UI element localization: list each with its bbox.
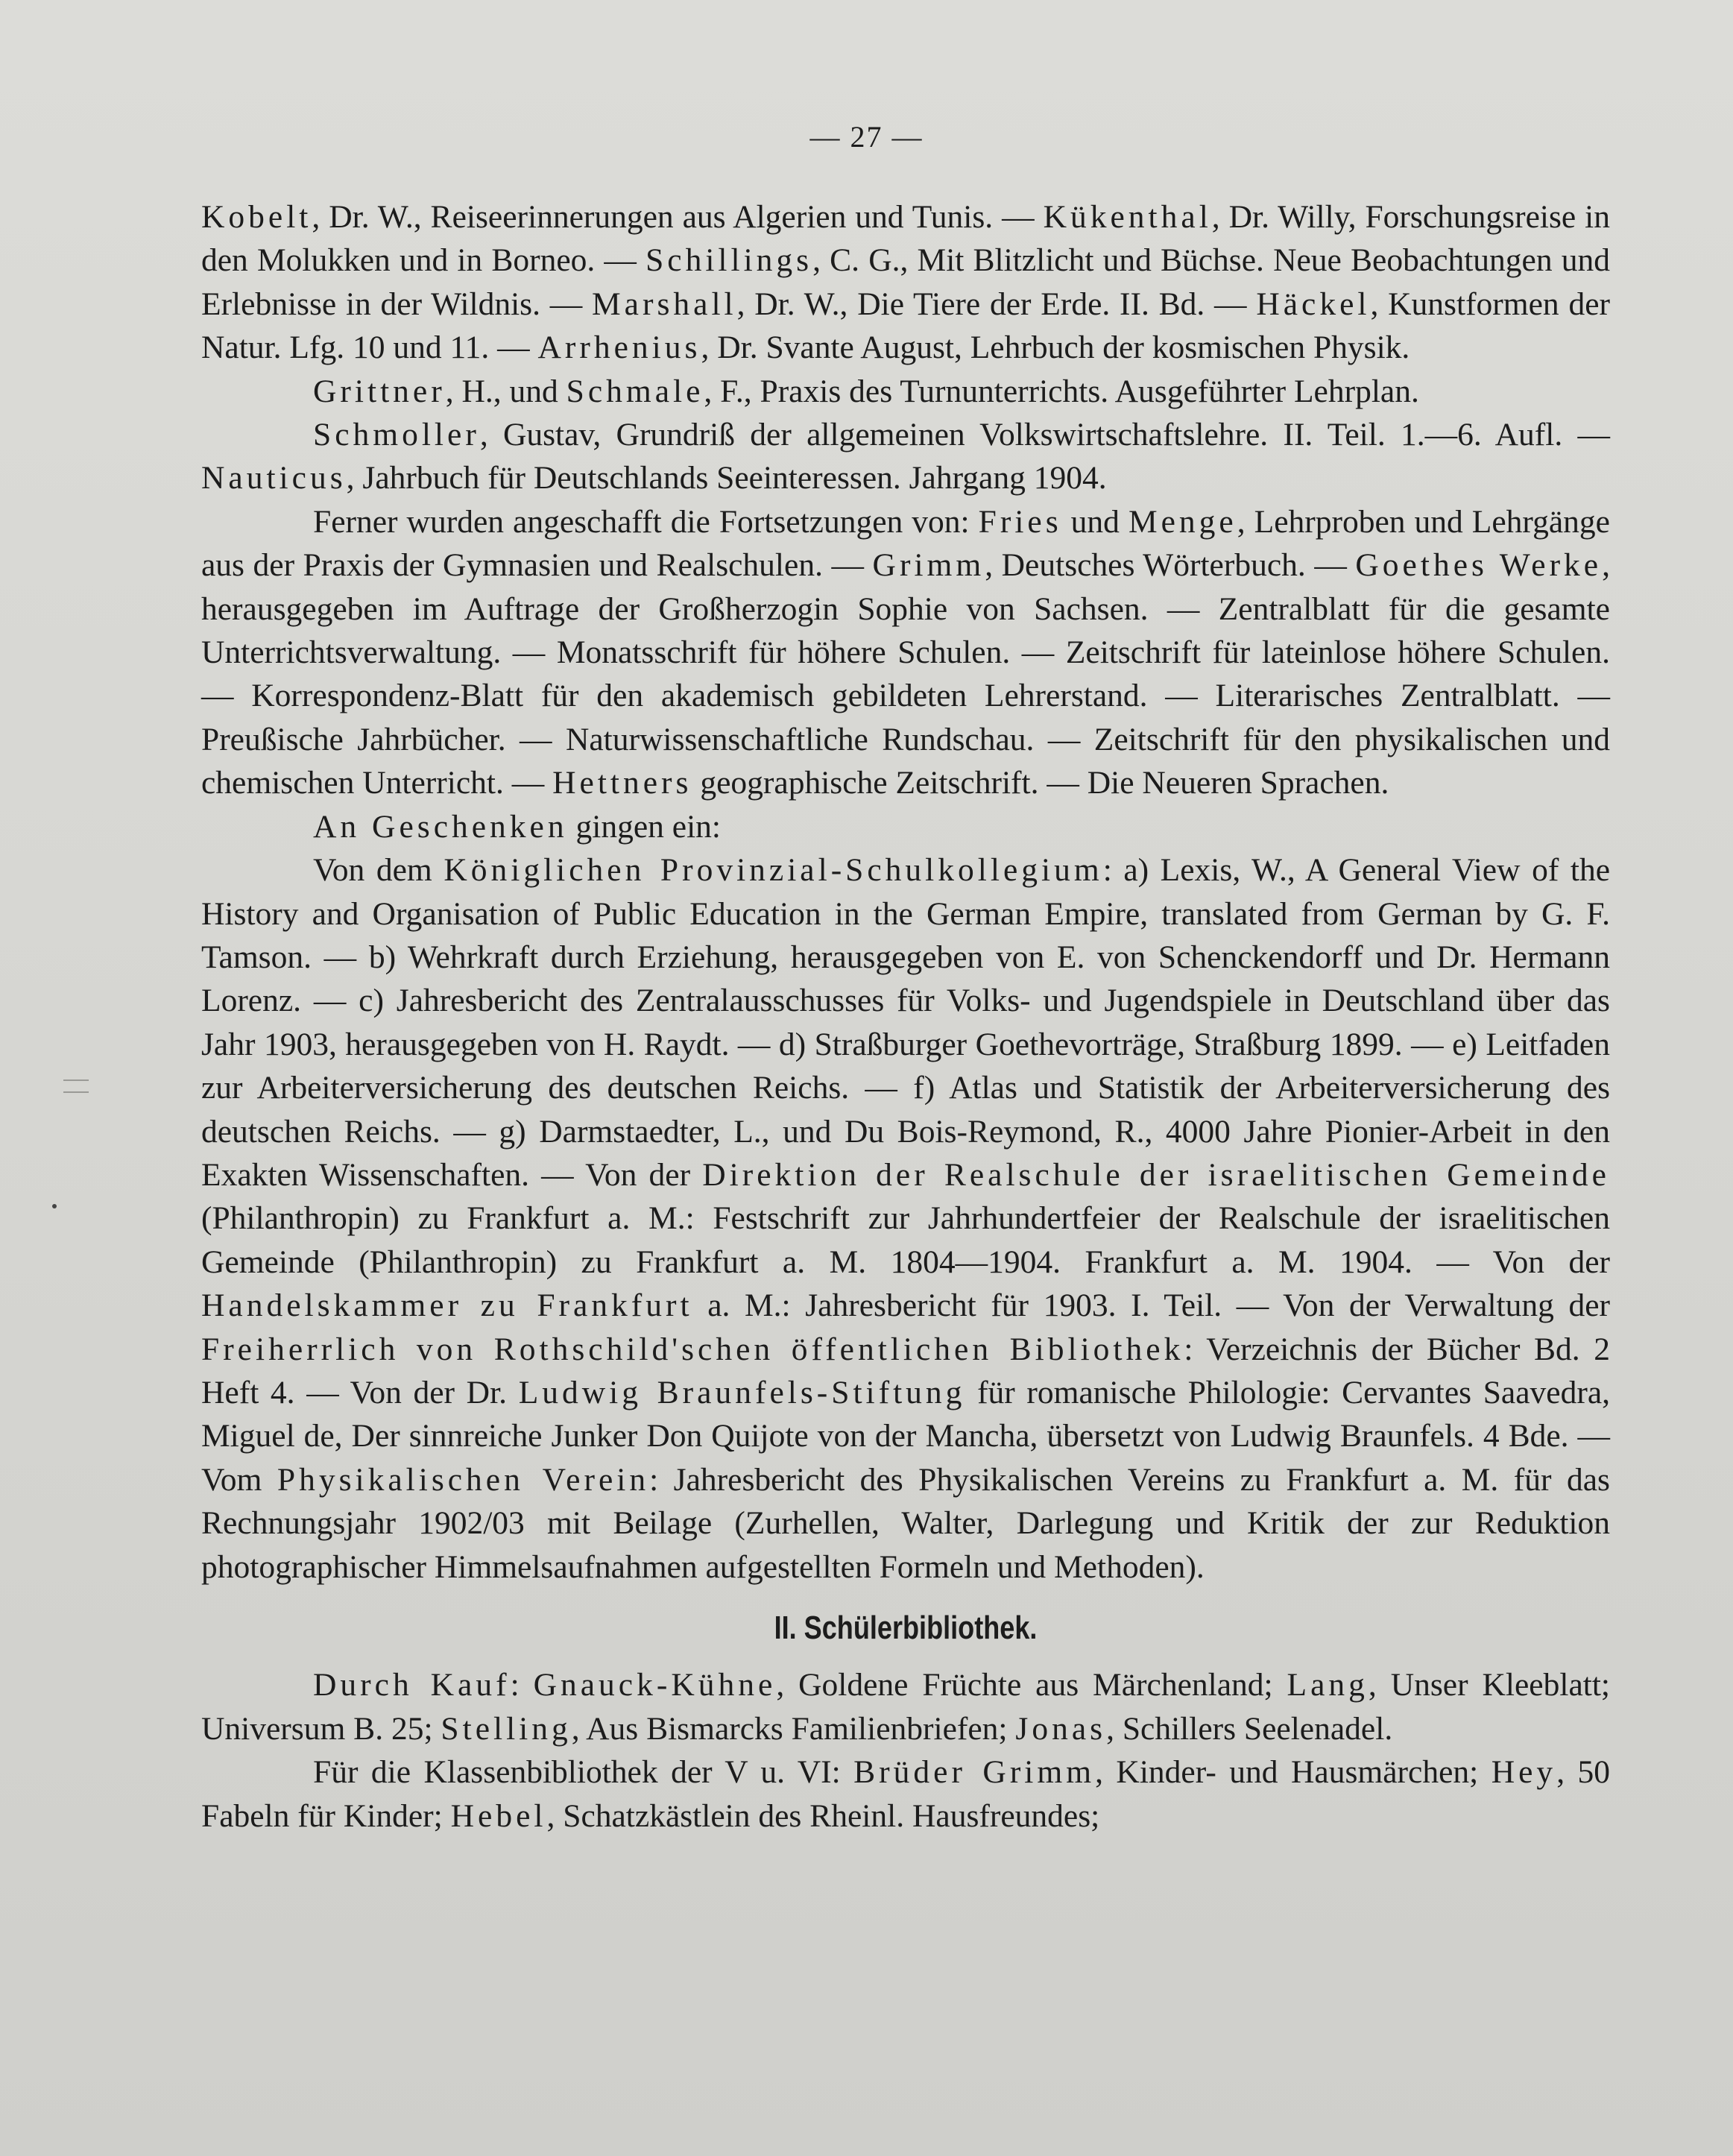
spaced-text: Durch Kauf	[313, 1667, 511, 1703]
text-run: Für die Klassenbibliothek der V u. VI:	[313, 1754, 854, 1791]
spaced-text: Grittner	[313, 373, 446, 409]
spaced-text: Physikalischen Verein	[277, 1461, 650, 1498]
paragraph	[201, 413, 1610, 500]
text-run: für romanische Philologie: Cervantes Saavedra, Miguel de, Der sinnreiche Junker Don Quijote von der Mancha, übersetzt von Ludwig Braunfels. 4 Bde. — Vom	[201, 1374, 1610, 1498]
spaced-text: Schmale	[566, 373, 704, 409]
text-run: , Dr. Svante August, Lehrbuch der kosmischen Physik.	[701, 330, 1410, 366]
spaced-text: Fries	[978, 503, 1062, 540]
spaced-text: Schillings	[645, 242, 813, 279]
document-body	[201, 195, 1610, 1838]
text-run: , Lehrproben und Lehrgänge aus der Praxis der Gymnasien und Realschulen. —	[201, 503, 1610, 584]
text-run: (Philanthropin) zu Frankfurt a. M.: Festschrift zur Jahrhundertfeier der Realschule der israelitischen Gemeinde (Philanthropin) zu Frankfurt a. M. 1804—1904. Frankfurt a. M. 1904. — Von der	[201, 1200, 1610, 1280]
text-run: , Schatzkästlein des Rheinl. Hausfreundes;	[546, 1797, 1100, 1834]
margin-dot	[52, 1204, 57, 1208]
text-run: : Jahresbericht des Physikalischen Vereins zu Frankfurt a. M. für das Rechnungsjahr 1902/03 mit Beilage (Zurhellen, Walter, Darlegung und Kritik der zur Reduktion photographischer Himmelsaufnahmen aufgestellten Formeln und Methoden).	[201, 1461, 1610, 1585]
paragraph	[201, 1750, 1610, 1838]
text-run: , Aus Bismarcks Familienbriefen;	[571, 1710, 1016, 1747]
spaced-text: Stelling	[441, 1710, 572, 1747]
spaced-text: Menge	[1128, 503, 1237, 540]
text-run: Von dem	[313, 852, 444, 889]
spaced-text: Jonas	[1015, 1710, 1107, 1747]
spaced-text: Lang	[1287, 1667, 1369, 1703]
spaced-text: Nauticus	[201, 460, 347, 497]
text-run: , Unser Kleeblatt; Universum B. 25;	[201, 1667, 1611, 1747]
spaced-text: An Geschenken	[313, 808, 568, 845]
text-run: , H., und	[445, 373, 566, 409]
text-run: und	[1061, 503, 1128, 540]
paragraph	[201, 195, 1610, 370]
spaced-text: Gnauck-Kühne	[533, 1667, 777, 1703]
spaced-text: Goethes Werke	[1355, 547, 1603, 584]
spaced-text: Hettners	[552, 765, 692, 801]
paragraph	[201, 1663, 1610, 1750]
paragraph	[201, 500, 1610, 805]
text-run: : a) Lexis, W., A General View of the History and Organisation of Public Education in the German Empire, translated from German by G. F. Tamson. — b) Wehrkraft durch Erziehung, herausgegeben von E. von Schenckendorff und Dr. Hermann Lorenz. — c) Jahresbericht des Zentralausschusses für Volks- und Jugendspiele in Deutschland über das Jahr 1903, herausgegeben von H. Raydt. — d) Straßburger Goethevorträge, Straßburg 1899. — e) Leitfaden zur Arbeiterversicherung des deutschen Reichs. — f) Atlas und Statistik der Arbeiterversicherung des deutschen Reichs. — g) Darmstaedter, L., und Du Bois-Reymond, R., 4000 Jahre Pionier-Arbeit in den Exakten Wissenschaften. — Von der	[201, 852, 1611, 1193]
paragraph	[201, 370, 1610, 413]
text-run: , Schillers Seelenadel.	[1106, 1710, 1393, 1747]
text-run: , Dr. W., Die Tiere der Erde. II. Bd. —	[736, 286, 1257, 322]
text-run: : Verzeichnis der Bücher Bd. 2 Heft 4. — Von der Dr.	[201, 1331, 1610, 1410]
spaced-text: Arrhenius	[537, 330, 701, 366]
spaced-text: Grimm	[872, 547, 985, 584]
text-run: geographische Zeitschrift. — Die Neueren Sprachen.	[692, 765, 1389, 801]
text-run: a. M.: Jahresbericht für 1903. I. Teil. — Von der Verwaltung der	[692, 1287, 1611, 1324]
text-run: , C. G., Mit Blitzlicht und Büchse. Neue Beobachtungen und Erlebnisse in der Wildnis. —	[201, 242, 1610, 322]
section-heading: II. Schülerbibliothek.	[774, 1610, 1038, 1646]
spaced-text: Freiherrlich von Rothschild'schen öffentlichen Bibliothek	[201, 1331, 1184, 1367]
text-run: gingen ein:	[567, 808, 721, 845]
margin-mark	[63, 1079, 89, 1093]
spaced-text: Hey	[1491, 1754, 1557, 1791]
spaced-text: Brüder Grimm	[853, 1754, 1096, 1791]
spaced-text: Kükenthal	[1043, 199, 1212, 235]
text-run: , 50 Fabeln für Kinder;	[201, 1754, 1611, 1834]
spaced-text: Königlichen Provinzial-Schulkollegium	[443, 852, 1103, 889]
text-run: , Deutsches Wörterbuch. —	[985, 547, 1356, 584]
text-run: , Goldene Früchte aus Märchenland;	[776, 1667, 1287, 1703]
text-run: :	[510, 1667, 534, 1703]
text-run: , Gustav, Grundriß der allgemeinen Volkswirtschaftslehre. II. Teil. 1.—6. Aufl. —	[479, 417, 1610, 453]
paragraph	[201, 848, 1610, 1589]
page-number: — 27 —	[809, 120, 924, 154]
spaced-text: Ludwig Braunfels-Stiftung	[518, 1374, 966, 1410]
spaced-text: Handelskammer zu Frankfurt	[201, 1287, 693, 1324]
text-run: , Jahrbuch für Deutschlands Seeinteressen. Jahrgang 1904.	[346, 460, 1107, 497]
spaced-text: Direktion der Realschule der israelitischen Gemeinde	[702, 1156, 1610, 1193]
spaced-text: Häckel	[1256, 286, 1371, 322]
text-run: , Dr. Willy, Forschungsreise in den Molukken und in Borneo. —	[201, 199, 1610, 279]
text-run: , herausgegeben im Auftrage der Großherzogin Sophie von Sachsen. — Zentralblatt für die gesamte Unterrichtsverwaltung. — Monatsschrift für höhere Schulen. — Zeitschrift für lateinlose höhere Schulen. — Korrespondenz-Blatt für den akademisch gebildeten Lehrerstand. — Literarisches Zentralblatt. — Preußische Jahrbücher. — Naturwissenschaftliche Rundschau. — Zeitschrift für den physikalischen und chemischen Unterricht. —	[201, 547, 1610, 801]
paragraph	[201, 805, 1610, 848]
text-run: , Kunstformen der Natur. Lfg. 10 und 11. —	[201, 286, 1610, 366]
spaced-text: Hebel	[450, 1797, 547, 1834]
text-run: , Kinder- und Hausmärchen;	[1095, 1754, 1491, 1791]
text-run: , Dr. W., Reiseerinnerungen aus Algerien und Tunis. —	[312, 199, 1044, 235]
spaced-text: Kobelt	[201, 199, 312, 235]
spaced-text: Schmoller	[313, 417, 480, 453]
text-run: , F., Praxis des Turnunterrichts. Ausgeführter Lehrplan.	[704, 373, 1419, 409]
spaced-text: Marshall	[591, 286, 737, 322]
text-run: Ferner wurden angeschafft die Fortsetzungen von:	[313, 503, 979, 540]
